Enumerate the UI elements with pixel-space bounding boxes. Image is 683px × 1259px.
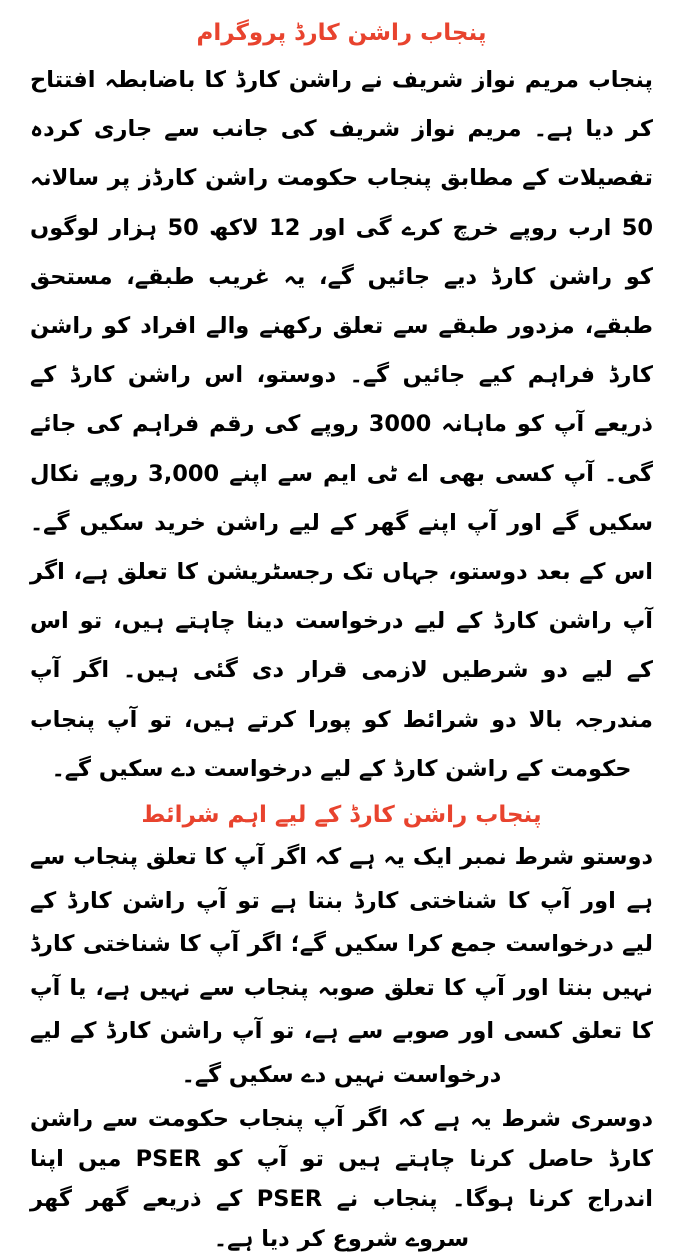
intro-paragraph: پنجاب مریم نواز شریف نے راشن کارڈ کا باضابطہ افتتاح کر دیا ہے۔ مریم نواز شریف کی جانب سے جاری کردہ تفصیلات کے مطابق پنجاب حکومت راشن کارڈز پر سالانہ 50 ارب روپے خرچ کرے گی اور 12 لاکھ 50 ہزار لوگوں کو راشن کارڈ دیے جائیں گے، یہ غریب طبقے، مستحق طبقے، مزدور طبقے سے تعلق رکھنے والے افراد کو راشن کارڈ فراہم کیے جائیں گے۔ دوستو، اس راشن کارڈ کے ذریعے آپ کو ماہانہ 3000 روپے کی رقم فراہم کی جائے گی۔ آپ کسی بھی اے ٹی ایم سے اپنے 3,000 روپے نکال سکیں گے اور آپ اپنے گھر کے لیے راشن خرید سکیں گے۔ اس کے بعد دوستو، جہاں تک رجسٹریشن کا تعلق ہے، اگر آپ راشن کارڈ کے لیے درخواست دینا چاہتے ہیں، تو اس کے لیے دو شرطیں لازمی قرار دی گئی ہیں۔ اگر آپ مندرجہ بالا دو شرائط کو پورا کرتے ہیں، تو آپ پنجاب حکومت کے راشن کارڈ کے لیے درخواست دے سکیں گے۔: [30, 67, 653, 782]
section-heading-important-conditions: پنجاب راشن کارڈ کے لیے اہم شرائط: [141, 802, 542, 829]
condition-one-paragraph: دوستو شرط نمبر ایک یہ ہے کہ اگر آپ کا تعلق پنجاب سے ہے اور آپ کا شناختی کارڈ بنتا ہے تو آپ راشن کارڈ کے لیے درخواست جمع کرا سکیں گے؛ اگر آپ کا شناختی کارڈ نہیں بنتا اور آپ کا تعلق صوبہ پنجاب سے نہیں ہے، یا آپ کا تعلق کسی اور صوبے سے ہے، تو آپ راشن کارڈ کے لیے درخواست نہیں دے سکیں گے۔: [30, 844, 653, 1088]
condition-two-paragraph: دوسری شرط یہ ہے کہ اگر آپ پنجاب حکومت سے راشن کارڈ حاصل کرنا چاہتے ہیں تو آپ کو PSER میں اپنا اندراج کرنا ہوگا۔ پنجاب نے PSER کے ذریعے گھر گھر سروے شروع کر دیا ہے۔: [30, 1106, 653, 1253]
section-heading-ration-card-program: پنجاب راشن کارڈ پروگرام: [196, 20, 487, 46]
